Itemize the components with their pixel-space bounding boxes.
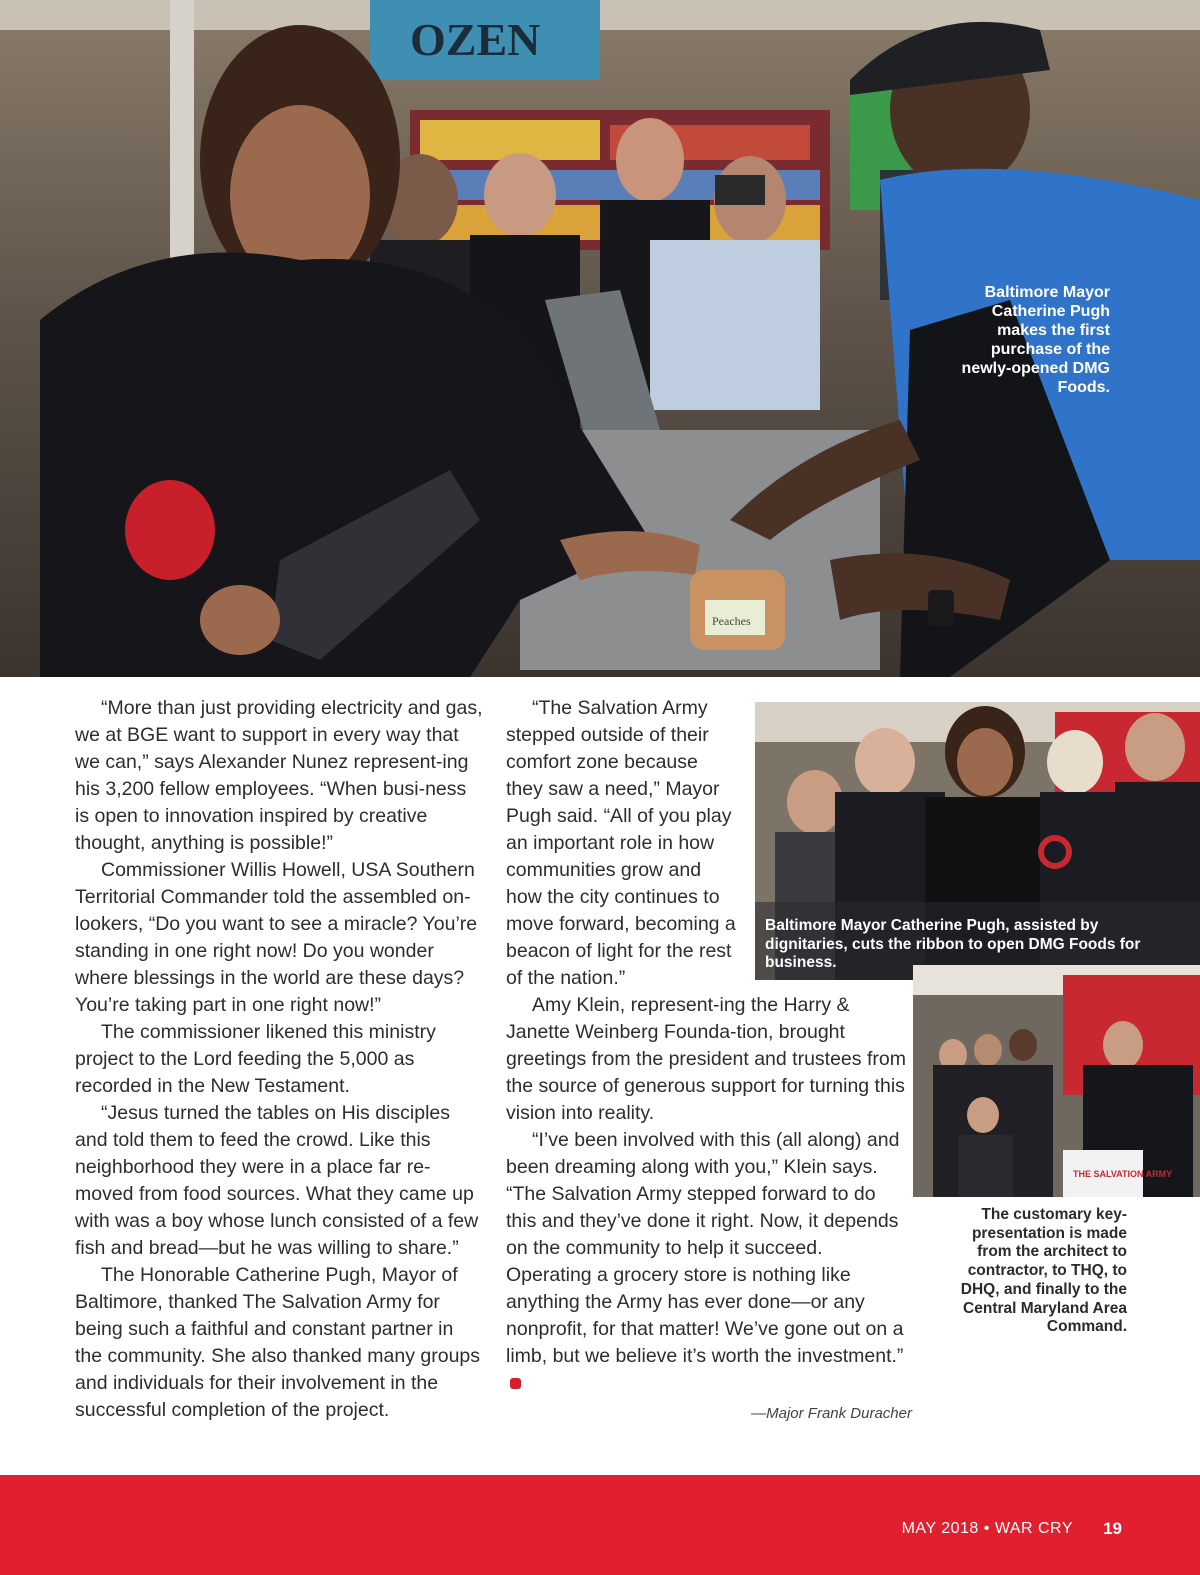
page-number: 19 — [1103, 1519, 1122, 1538]
article-paragraph: The Honorable Catherine Pugh, Mayor of Baltimore, thanked The Salvation Army for being such a faithful and constant partner in the community. She also thanked many groups and individuals for their involvement in the successful completion of the project. — [75, 1264, 481, 1421]
podium-shield-text: THE SALVATION ARMY — [1073, 1169, 1173, 1179]
store-sign-text: OZEN — [410, 14, 541, 65]
article-paragraph: “Jesus turned the tables on His disciples and told them to feed the crowd. Like this neighborhood they were in a place far re-moved from food sources. What they came up with was a boy whose lunch consisted of a few fish and bread—but he was willing to share.” — [75, 1102, 479, 1259]
page-footer — [0, 1475, 1200, 1575]
article-paragraph: The commissioner likened this ministry project to the Lord feeding the 5,000 as recorded in the New Testament. — [75, 1021, 436, 1097]
article-paragraph-text: “I’ve been involved with this (all along) and been dreaming along with you,” Klein says. “The Salvation Army stepped forward to do this and they’ve done it right. Now, it depends on the community to help it succeed. Operating a grocery store is nothing like anything the Army has ever done—or any nonprofit, for that matter! We’ve gone out on a limb, but we believe it’s worth the investment.” — [506, 1129, 904, 1367]
article-paragraph: Amy Klein, represent-ing the Harry & Janette Weinberg Founda-tion, brought greetings from the president and trustees from the source of generous support for turning this vision into reality. — [506, 994, 906, 1124]
article-column-left — [75, 695, 485, 1424]
key-presentation-scene — [913, 965, 1200, 1197]
article-paragraph: Commissioner Willis Howell, USA Southern Territorial Commander told the assembled on-lookers, “Do you want to see a miracle? You’re standing in one right now! Do you wonder where blessings in the world are these days? You’re taking part in one right now!” — [75, 859, 478, 1016]
hero-photo — [0, 0, 1200, 677]
article-paragraph — [506, 1127, 908, 1397]
article-byline: —Major Frank Duracher — [751, 1405, 912, 1422]
end-mark-icon — [510, 1378, 521, 1389]
hero-photo-caption: Baltimore Mayor Catherine Pugh makes the first purchase of the newly-opened DMG Foods. — [961, 284, 1110, 396]
article-paragraph: “The Salvation Army stepped outside of their comfort zone because they saw a need,” Mayor Pugh said. “All of you play an important role in how communities grow and how the city continues to move forward, becoming a beacon of light for the rest of the nation.” — [506, 697, 736, 989]
ribbon-photo-caption: Baltimore Mayor Catherine Pugh, assisted by dignitaries, cuts the ribbon to open DMG Foods for business. — [765, 917, 1141, 971]
footer-issue-label: MAY 2018 • WAR CRY — [901, 1520, 1073, 1537]
article-paragraph: “More than just providing electricity and gas, we at BGE want to support in every way that we can,” says Alexander Nunez represent-ing his 3,200 fellow employees. “When busi-ness is open to innovation inspired by creative thought, anything is possible!” — [75, 697, 483, 854]
jar-label-text: Peaches — [712, 614, 751, 628]
key-presentation-caption: The customary key-presentation is made from the architect to contractor, to THQ, to DHQ, and finally to the Central Maryland Area Command. — [960, 1206, 1127, 1336]
key-presentation-photo — [913, 965, 1200, 1197]
